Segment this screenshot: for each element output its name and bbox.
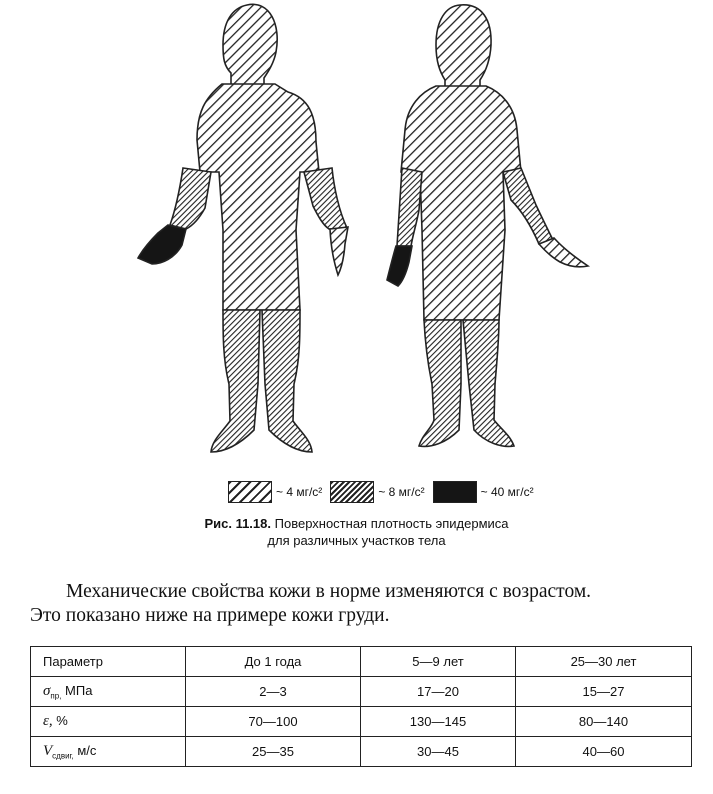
legend-label-8: ~ 8 мг/с² (378, 485, 425, 499)
cell-value: 130—145 (361, 707, 516, 737)
cell-value: 30—45 (361, 737, 516, 767)
cell-value: 25—35 (186, 737, 361, 767)
table-row (31, 677, 692, 707)
cell-value: 17—20 (361, 677, 516, 707)
legend-label-40: ~ 40 мг/с² (480, 485, 534, 499)
param-strain (31, 707, 186, 737)
back-right-hand (539, 238, 588, 267)
front-left-arm (170, 168, 211, 229)
figure-caption (0, 515, 713, 549)
header-age-1: До 1 года (186, 647, 361, 677)
param-unit: % (56, 713, 68, 728)
body-paragraph (30, 580, 700, 628)
back-left-arm (397, 168, 422, 246)
param-shear-velocity (31, 737, 186, 767)
param-subscript: пр, (50, 691, 62, 701)
param-unit: МПа (65, 682, 93, 698)
legend-swatch-40 (433, 481, 477, 503)
front-head (223, 4, 277, 86)
cell-value: 2—3 (186, 677, 361, 707)
front-left-leg (211, 310, 260, 452)
param-symbol: ε, (43, 713, 53, 729)
front-right-hand (330, 227, 348, 275)
param-symbol: σ (43, 682, 51, 699)
param-unit: м/с (77, 742, 97, 758)
back-right-arm (503, 168, 553, 244)
caption-line-1 (0, 515, 713, 532)
legend-swatch-4 (228, 481, 272, 503)
cell-value: 70—100 (186, 707, 361, 737)
front-right-leg (262, 310, 312, 452)
skin-properties-table (30, 646, 692, 767)
cell-value: 15—27 (516, 677, 692, 707)
param-subscript: сдвиг, (52, 751, 74, 761)
front-body (138, 4, 348, 452)
paragraph-line-2: Это показано ниже на примере кожи груди. (30, 605, 390, 626)
table-row (31, 737, 692, 767)
back-right-leg (463, 320, 514, 446)
back-left-hand (387, 246, 412, 286)
legend (228, 480, 542, 504)
table-row (31, 707, 692, 737)
caption-text-2: для различных участков тела (267, 533, 446, 548)
header-parameter: Параметр (31, 647, 186, 677)
back-head (436, 5, 491, 88)
header-age-3: 25—30 лет (516, 647, 692, 677)
paragraph-line-1: Механические свойства кожи в норме изменяются с возрастом. (66, 581, 592, 602)
legend-swatch-8 (330, 481, 374, 503)
front-right-arm (304, 168, 347, 229)
back-body (387, 5, 588, 447)
legend-label-4: ~ 4 мг/с² (276, 485, 323, 499)
param-symbol: V (43, 742, 53, 759)
caption-text-1: Поверхностная плотность эпидермиса (274, 516, 509, 531)
cell-value: 80—140 (516, 707, 692, 737)
front-torso (197, 84, 319, 310)
front-left-hand (138, 225, 186, 264)
caption-number: Рис. 11.18. (204, 516, 271, 531)
param-strength (31, 677, 186, 707)
table-header-row (31, 647, 692, 677)
header-age-2: 5—9 лет (361, 647, 516, 677)
cell-value: 40—60 (516, 737, 692, 767)
back-left-leg (419, 320, 461, 446)
